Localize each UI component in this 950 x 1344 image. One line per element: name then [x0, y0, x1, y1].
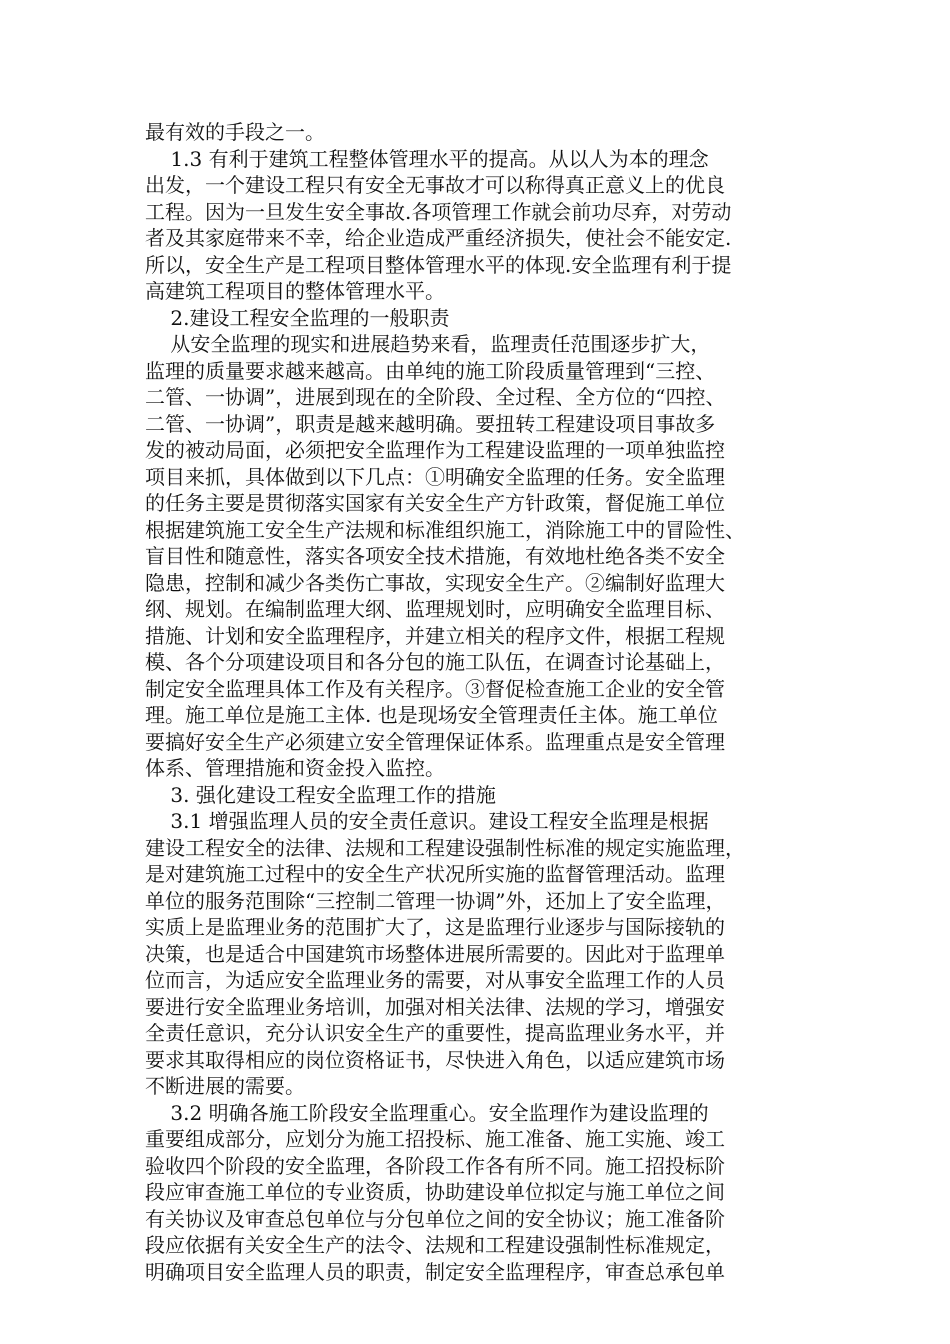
text-line: 3.1 增强监理人员的安全责任意识。建设工程安全监理是根据 — [145, 809, 709, 833]
text-line: 最有效的手段之一。 — [145, 120, 325, 144]
text-line: 要进行安全监理业务培训，加强对相关法律、法规的学习，增强安 — [145, 994, 725, 1019]
text-line: 是对建筑施工过程中的安全生产状况所实施的监督管理活动。监理 — [145, 862, 725, 886]
text-line: 建设工程安全的法律、法规和工程建设强制性标准的规定实施监理， — [145, 835, 745, 860]
text-line: 高建筑工程项目的整体管理水平。 — [145, 279, 445, 303]
text-line: 隐患，控制和减少各类伤亡事故，实现安全生产。②编制好监理大 — [145, 570, 725, 595]
text-line: 段应依据有关安全生产的法令、法规和工程建设强制性标准规定， — [145, 1233, 725, 1257]
text-line: 所以，安全生产是工程项目整体管理水平的体现.安全监理有利于提 — [145, 252, 732, 277]
text-line: 要求其取得相应的岗位资格证书，尽快进入角色，以适应建筑市场 — [145, 1047, 725, 1072]
text-line: 监理的质量要求越来越高。由单纯的施工阶段质量管理到“三控、 — [145, 358, 716, 383]
text-line: 验收四个阶段的安全监理，各阶段工作各有所不同。施工招投标阶 — [145, 1153, 725, 1178]
text-line: 体系、管理措施和资金投入监控。 — [145, 756, 445, 780]
text-line: 位而言，为适应安全监理业务的需要，对从事安全监理工作的人员 — [145, 968, 725, 992]
text-line: 的任务主要是贯彻落实国家有关安全生产方针政策，督促施工单位 — [145, 491, 725, 515]
text-line: 有关协议及审查总包单位与分包单位之间的安全协议；施工准备阶 — [145, 1206, 725, 1231]
text-line: 二管、一协调”，职责是越来越明确。要扭转工程建设项目事故多 — [145, 411, 716, 436]
text-line: 纲、规划。在编制监理大纲、监理规划时，应明确安全监理目标、 — [145, 597, 725, 621]
text-line: 不断进展的需要。 — [145, 1074, 305, 1098]
text-line: 要搞好安全生产必须建立安全管理保证体系。监理重点是安全管理 — [145, 729, 725, 754]
text-line: 段应审查施工单位的专业资质，协助建设单位拟定与施工单位之间 — [145, 1180, 725, 1204]
document-body — [145, 119, 805, 1285]
text-line: 者及其家庭带来不幸，给企业造成严重经济损失，使社会不能安定. — [145, 226, 732, 250]
text-line: 模、各个分项建设项目和各分包的施工队伍，在调查讨论基础上， — [145, 650, 725, 674]
text-line: 全责任意识，充分认识安全生产的重要性，提高监理业务水平，并 — [145, 1021, 725, 1045]
text-line: 从安全监理的现实和进展趋势来看，监理责任范围逐步扩大， — [145, 332, 711, 356]
text-line: 盲目性和随意性，落实各项安全技术措施，有效地杜绝各类不安全 — [145, 544, 725, 568]
text-line: 单位的服务范围除“三控制二管理一协调”外，还加上了安全监理， — [145, 888, 726, 913]
text-line: 二管、一协调”，进展到现在的全阶段、全过程、全方位的“四控、 — [145, 385, 726, 409]
text-line: 出发，一个建设工程只有安全无事故才可以称得真正意义上的优良 — [145, 173, 725, 197]
text-line: 重要组成部分，应划分为施工招投标、施工准备、施工实施、竣工 — [145, 1127, 725, 1151]
text-line: 3. 强化建设工程安全监理工作的措施 — [145, 782, 496, 807]
text-line: 理。施工单位是施工主体. 也是现场安全管理责任主体。施工单位 — [145, 703, 718, 727]
text-line: 措施、计划和安全监理程序，并建立相关的程序文件，根据工程规 — [145, 623, 725, 648]
text-line: 根据建筑施工安全生产法规和标准组织施工，消除施工中的冒险性、 — [145, 517, 745, 542]
text-line: 明确项目安全监理人员的职责，制定安全监理程序，审查总承包单 — [145, 1259, 725, 1284]
text-line: 制定安全监理具体工作及有关程序。③督促检查施工企业的安全管 — [145, 676, 725, 701]
text-line: 项目来抓，具体做到以下几点：①明确安全监理的任务。安全监理 — [145, 464, 725, 489]
text-line: 3.2 明确各施工阶段安全监理重心。安全监理作为建设监理的 — [145, 1100, 709, 1125]
text-line: 2.建设工程安全监理的一般职责 — [145, 305, 450, 330]
text-line: 决策，也是适合中国建筑市场整体进展所需要的。因此对于监理单 — [145, 941, 725, 966]
text-line: 发的被动局面，必须把安全监理作为工程建设监理的一项单独监控 — [145, 438, 725, 462]
text-line: 工程。因为一旦发生安全事故.各项管理工作就会前功尽弃，对劳动 — [145, 199, 732, 224]
text-line: 1.3 有利于建筑工程整体管理水平的提高。从以人为本的理念 — [145, 146, 709, 171]
text-line: 实质上是监理业务的范围扩大了，这是监理行业逐步与国际接轨的 — [145, 915, 725, 939]
